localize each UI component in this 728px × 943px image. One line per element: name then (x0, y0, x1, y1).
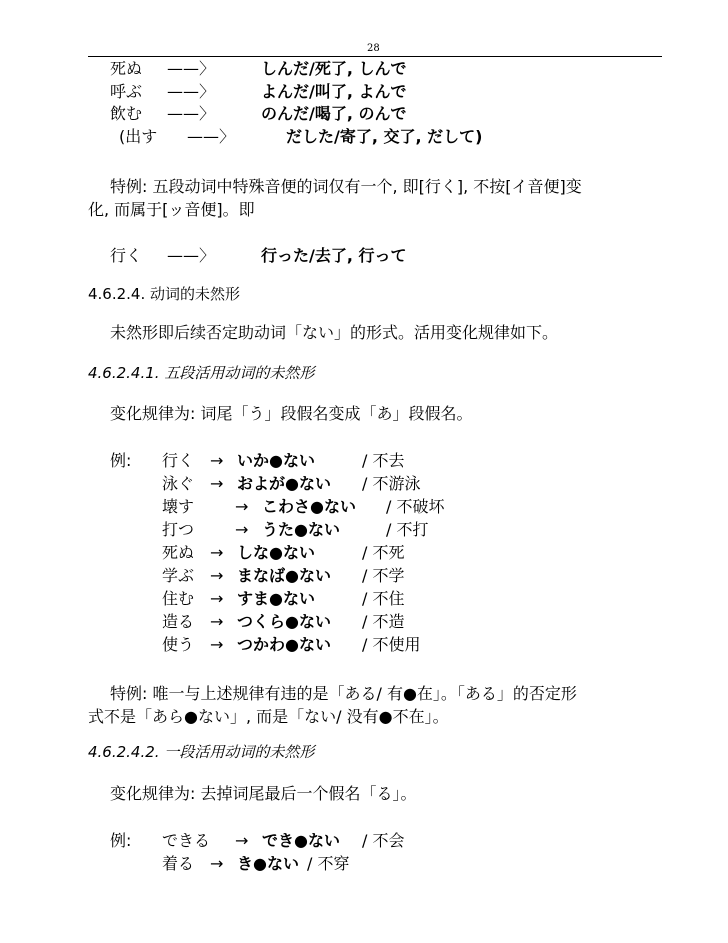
conj-result: 行った/去了, 行って (261, 246, 407, 265)
example-arrow: → (210, 543, 224, 562)
rule-text: 变化规律为: 词尾「う」段假名变成「あ」段假名。 (110, 404, 473, 423)
conj-row: 死ぬ (110, 59, 143, 78)
header-rule (88, 56, 662, 57)
example-arrow: → (210, 566, 224, 585)
example-meaning: / 不穿 (307, 854, 350, 873)
conj-result: だした/寄了, 交了, だして) (286, 127, 483, 146)
example-meaning: / 不打 (386, 520, 429, 539)
conj-result: よんだ/叫了, よんで (261, 82, 407, 101)
example-label: 例: (110, 831, 132, 850)
conj-arrow: ——〉 (167, 59, 216, 78)
special-note-line: 式不是「あら●ない」, 而是「ない/ 没有●不在」。 (88, 707, 449, 726)
conj-row: 呼ぶ (110, 82, 143, 101)
conj-result: しんだ/死了, しんで (261, 59, 407, 78)
example-arrow: → (210, 854, 224, 873)
example-form: こわさ●ない (262, 497, 356, 516)
example-arrow: → (210, 451, 224, 470)
example-label: 例: (110, 451, 132, 470)
example-arrow: → (210, 635, 224, 654)
example-meaning: / 不会 (362, 831, 405, 850)
example-verb: できる (162, 831, 211, 850)
conj-row: 飲む (110, 104, 143, 123)
special-note-line: 特例: 唯一与上述规律有违的是「ある/ 有●在」。「ある」的否定形 (110, 684, 577, 703)
example-form: しな●ない (237, 543, 315, 562)
conj-arrow: ——〉 (187, 127, 236, 146)
example-verb: 壊す (162, 497, 195, 516)
example-arrow: → (210, 589, 224, 608)
conj-arrow: ——〉 (167, 104, 216, 123)
example-meaning: / 不使用 (362, 635, 421, 654)
example-arrow: → (235, 520, 249, 539)
example-arrow: → (210, 474, 224, 493)
example-meaning: / 不学 (362, 566, 405, 585)
subsection-heading: 4.6.2.4.2. 一段活用动词的未然形 (88, 743, 315, 761)
special-note-line: 化, 而属于[ッ音便]。即 (88, 200, 255, 219)
example-meaning: / 不破坏 (386, 497, 445, 516)
example-arrow: → (210, 612, 224, 631)
example-form: うた●ない (262, 520, 340, 539)
page-number: 28 (367, 43, 380, 54)
example-form: き●ない (237, 854, 299, 873)
example-verb: 使う (162, 635, 195, 654)
example-arrow: → (235, 497, 249, 516)
example-verb: 泳ぐ (162, 474, 195, 493)
example-meaning: / 不造 (362, 612, 405, 631)
example-form: つくら●ない (237, 612, 331, 631)
conj-result: のんだ/喝了, のんで (261, 104, 407, 123)
example-verb: 死ぬ (162, 543, 195, 562)
example-form: およが●ない (237, 474, 331, 493)
example-form: いか●ない (237, 451, 315, 470)
example-meaning: / 不死 (362, 543, 405, 562)
conj-row: (出す (119, 127, 158, 146)
rule-text: 变化规律为: 去掉词尾最后一个假名「る」。 (110, 784, 417, 803)
example-verb: 住む (162, 589, 195, 608)
example-verb: 打つ (162, 520, 195, 539)
example-verb: 着る (162, 854, 195, 873)
conj-row: 行く (110, 246, 143, 265)
example-meaning: / 不游泳 (362, 474, 421, 493)
example-verb: 学ぶ (162, 566, 195, 585)
example-form: まなば●ない (237, 566, 331, 585)
section-heading: 4.6.2.4. 动词的未然形 (88, 285, 241, 303)
intro-paragraph: 未然形即后续否定助动词「ない」的形式。活用变化规律如下。 (110, 323, 559, 342)
example-form: つかわ●ない (237, 635, 331, 654)
subsection-heading: 4.6.2.4.1. 五段活用动词的未然形 (88, 364, 315, 382)
example-verb: 行く (162, 451, 195, 470)
special-note-line: 特例: 五段动词中特殊音便的词仅有一个, 即[行く], 不按[イ音便]变 (110, 177, 582, 196)
example-form: すま●ない (237, 589, 315, 608)
conj-arrow: ——〉 (167, 82, 216, 101)
conj-arrow: ——〉 (167, 246, 216, 265)
example-verb: 造る (162, 612, 195, 631)
example-meaning: / 不去 (362, 451, 405, 470)
example-meaning: / 不住 (362, 589, 405, 608)
example-form: でき●ない (262, 831, 340, 850)
example-arrow: → (235, 831, 249, 850)
